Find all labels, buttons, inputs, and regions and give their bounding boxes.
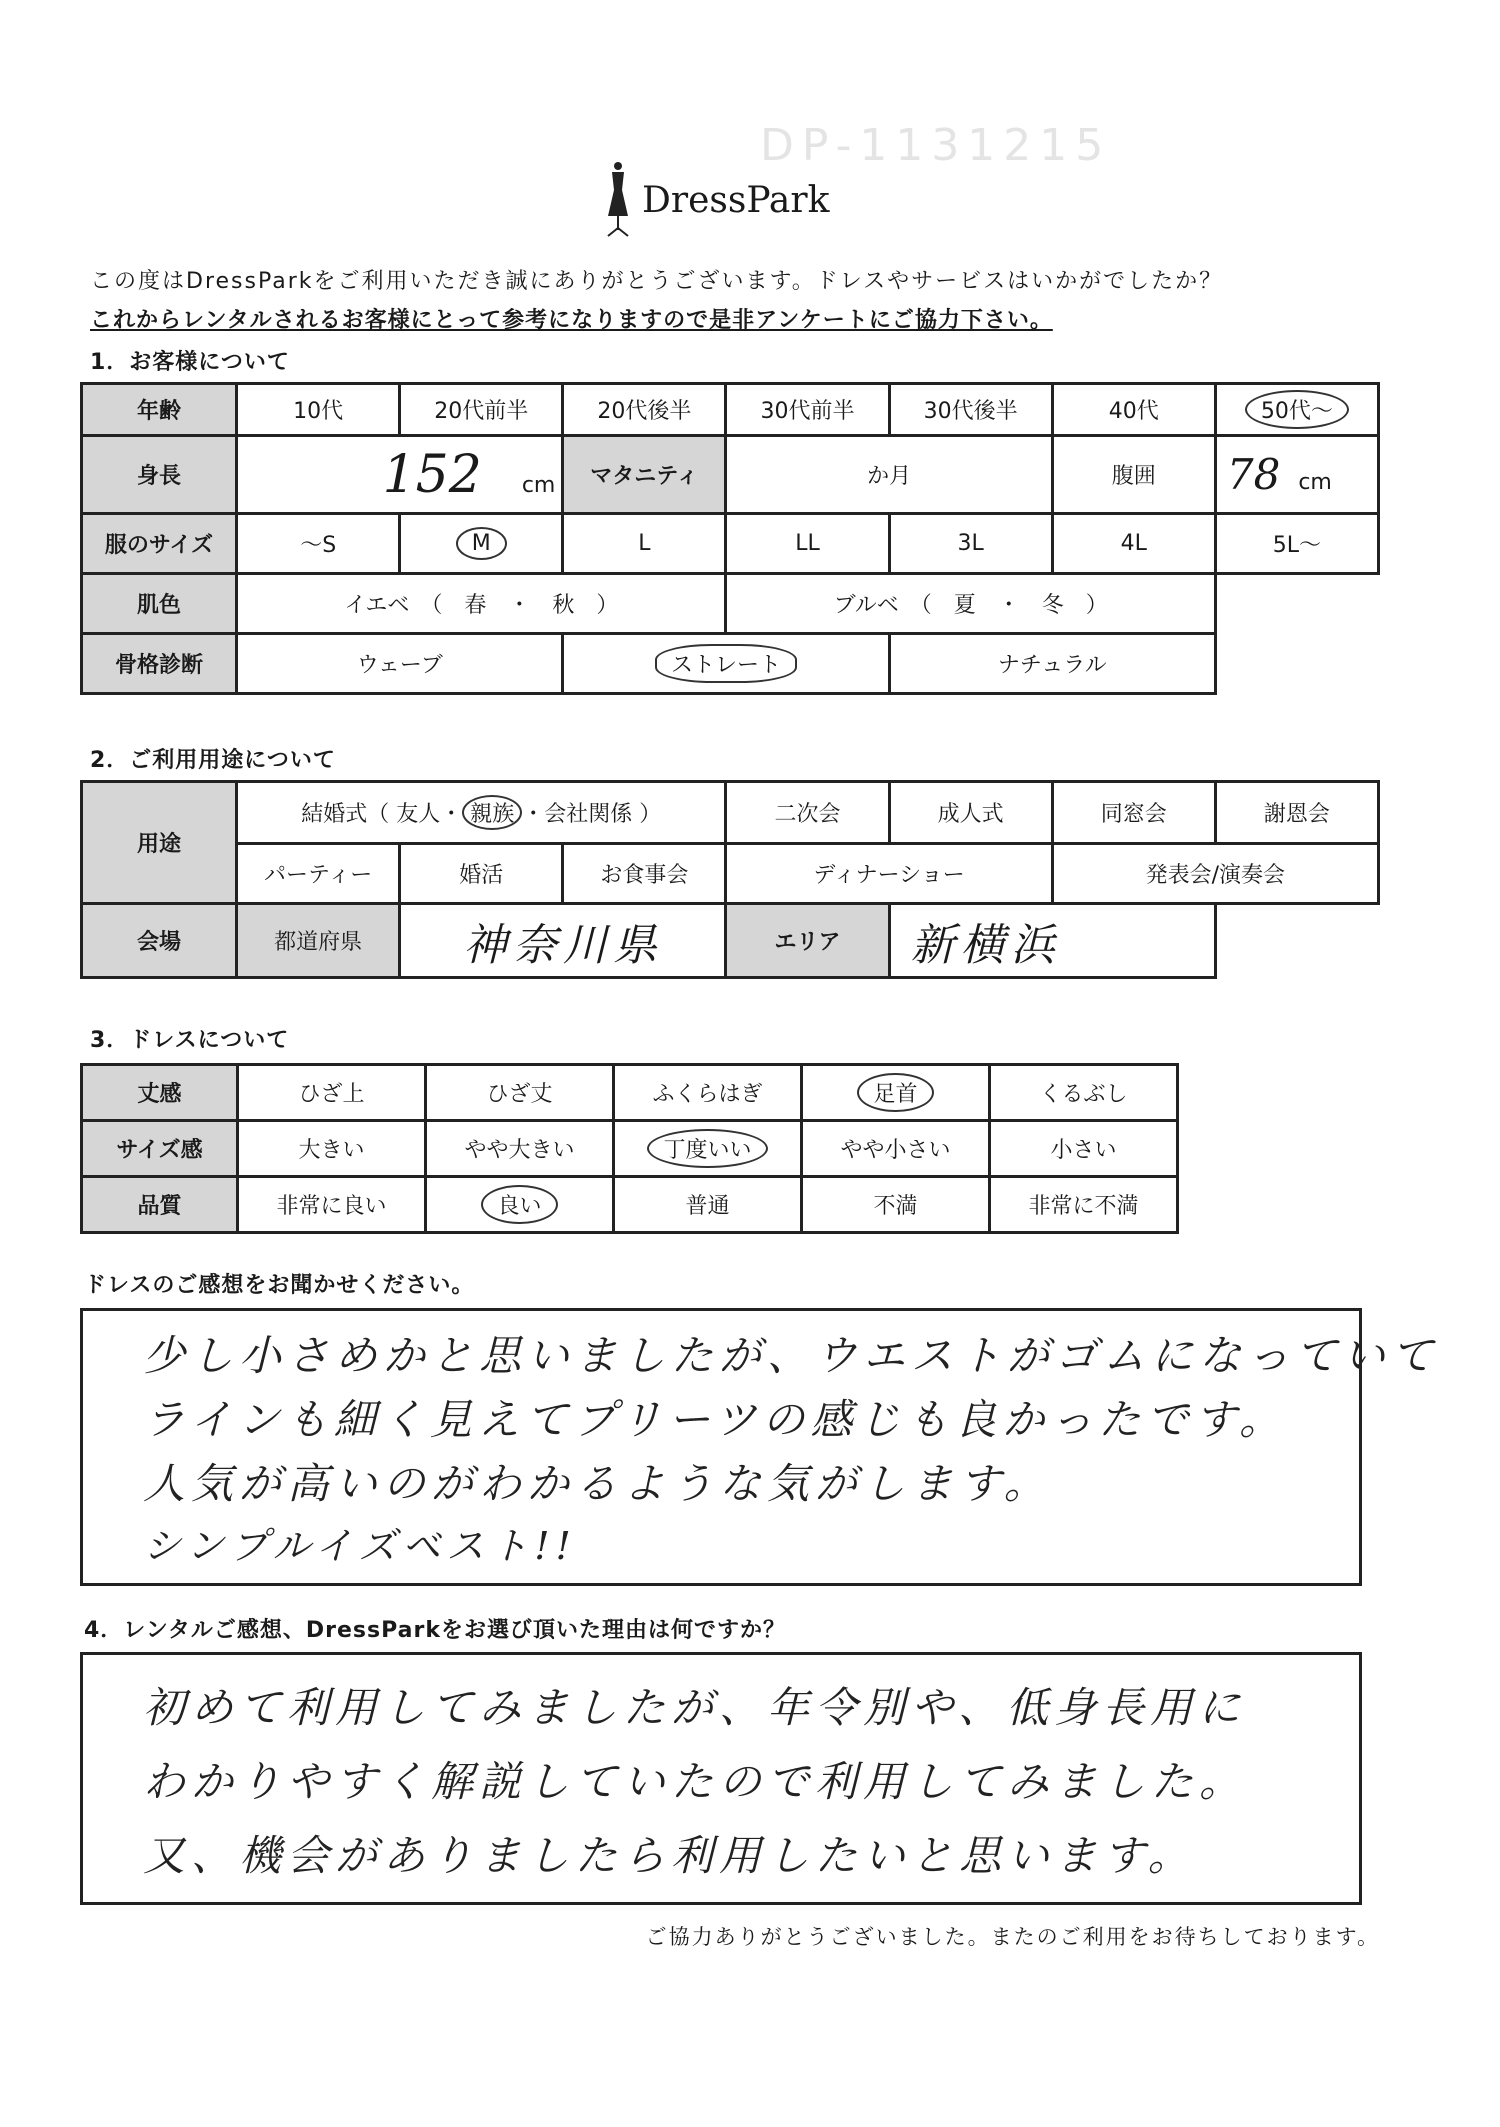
length-option[interactable]: ふくらはぎ [614, 1065, 802, 1121]
size-option[interactable]: 3L [889, 514, 1052, 574]
skin-option-yellow[interactable]: イエベ （ 春 ・ 秋 ） [237, 574, 726, 634]
area-label: エリア [726, 904, 889, 978]
size-option[interactable]: 4L [1052, 514, 1215, 574]
purpose-option[interactable]: 発表会/演奏会 [1052, 844, 1378, 904]
quality-option[interactable]: 普通 [614, 1177, 802, 1233]
fit-option[interactable]: 大きい [238, 1121, 426, 1177]
size-option-selected[interactable] [400, 514, 563, 574]
age-option[interactable]: 20代前半 [400, 384, 563, 436]
length-option-selected[interactable] [802, 1065, 990, 1121]
skeleton-row [82, 634, 1379, 694]
empty-cell [1215, 574, 1378, 634]
selection-circle: 良い [481, 1185, 557, 1224]
maternity-unit: か月 [867, 464, 912, 489]
age-label: 年齢 [82, 384, 237, 436]
quality-option[interactable]: 非常に良い [238, 1177, 426, 1233]
purpose-option[interactable]: お食事会 [563, 844, 726, 904]
empty-cell [1215, 904, 1378, 978]
impression-line: 人気が高いのがわかるような気がします。 [143, 1459, 1052, 1508]
selection-circle: 丁度いい [647, 1129, 767, 1168]
size-option[interactable]: 〜S [237, 514, 400, 574]
height-row [82, 436, 1379, 514]
reason-line: 又、機会がありましたら利用したいと思います。 [143, 1831, 1196, 1880]
intro-text: この度はDressParkをご利用いただき誠にありがとうございます。ドレスやサービスはいかがでしたか？ [90, 269, 1224, 294]
purpose-option[interactable]: 二次会 [726, 782, 889, 844]
prefecture-value: 神奈川県 [462, 919, 663, 971]
age-row [82, 384, 1379, 436]
skin-label: 肌色 [82, 574, 237, 634]
waist-value: 78 [1226, 450, 1281, 499]
maternity-field[interactable] [726, 436, 1052, 514]
purpose-label: 用途 [82, 782, 237, 904]
fit-option[interactable]: やや小さい [802, 1121, 990, 1177]
purpose-option[interactable]: 婚活 [400, 844, 563, 904]
age-option[interactable]: 20代後半 [563, 384, 726, 436]
skin-row [82, 574, 1379, 634]
waist-unit: cm [1298, 470, 1332, 495]
purpose-option[interactable]: ディナーショー [726, 844, 1052, 904]
age-option[interactable]: 30代前半 [726, 384, 889, 436]
fit-option[interactable]: 小さい [990, 1121, 1178, 1177]
skin-option-blue[interactable]: ブルベ （ 夏 ・ 冬 ） [726, 574, 1215, 634]
purpose-option[interactable]: 同窓会 [1052, 782, 1215, 844]
fit-label: サイズ感 [82, 1121, 238, 1177]
waist-label: 腹囲 [1052, 436, 1215, 514]
prefecture-field[interactable] [400, 904, 726, 978]
length-label: 丈感 [82, 1065, 238, 1121]
selection-circle: 50代〜 [1245, 390, 1349, 429]
fit-option[interactable]: やや大きい [426, 1121, 614, 1177]
quality-label: 品質 [82, 1177, 238, 1233]
maternity-label: マタニティ [563, 436, 726, 514]
quality-option[interactable]: 不満 [802, 1177, 990, 1233]
quality-row [82, 1177, 1178, 1233]
impression-title: ドレスのご感想をお聞かせください。 [84, 1273, 475, 1298]
empty-cell [1215, 634, 1378, 694]
height-label: 身長 [82, 436, 237, 514]
section1-title: 1．お客様について [90, 350, 290, 375]
length-row [82, 1065, 1178, 1121]
section4-title: 4．レンタルご感想、DressParkをお選び頂いた理由は何ですか？ [84, 1618, 786, 1643]
height-field[interactable] [237, 436, 563, 514]
length-option[interactable]: くるぶし [990, 1065, 1178, 1121]
impression-line: 少し小さめかと思いましたが、ウエストがゴムになっていて [143, 1331, 1440, 1380]
intro-request-text: これからレンタルされるお客様にとって参考になりますので是非アンケートにご協力下さい。 [90, 308, 1053, 333]
skeleton-label: 骨格診断 [82, 634, 237, 694]
size-label: 服のサイズ [82, 514, 237, 574]
wedding-text: 結婚式（ 友人・ 親族 ・会社関係 ） [301, 802, 661, 827]
fit-row [82, 1121, 1178, 1177]
size-row [82, 514, 1379, 574]
age-option[interactable]: 10代 [237, 384, 400, 436]
customer-table [80, 382, 1380, 695]
quality-option-selected[interactable] [426, 1177, 614, 1233]
reason-line: 初めて利用してみましたが、年令別や、低身長用に [143, 1683, 1247, 1732]
section2-title: 2．ご利用用途について [90, 748, 336, 773]
section3-title: 3．ドレスについて [90, 1028, 290, 1053]
faint-reference-mark: DP-1131215 [760, 120, 1112, 171]
prefecture-label: 都道府県 [237, 904, 400, 978]
venue-label: 会場 [82, 904, 237, 978]
impression-line: シンプルイズベスト!! [143, 1524, 577, 1568]
logo [600, 160, 860, 240]
area-field[interactable] [889, 904, 1215, 978]
skeleton-option[interactable]: ナチュラル [889, 634, 1215, 694]
quality-option[interactable]: 非常に不満 [990, 1177, 1178, 1233]
selection-circle: 親族 [462, 795, 522, 830]
dress-table [80, 1063, 1179, 1234]
skeleton-option-selected[interactable] [563, 634, 889, 694]
length-option[interactable]: ひざ上 [238, 1065, 426, 1121]
usage-table [80, 780, 1380, 979]
selection-circle: ストレート [655, 644, 797, 683]
height-value: 152 [382, 444, 482, 505]
size-option[interactable]: 5L〜 [1215, 514, 1378, 574]
selection-circle: M [456, 527, 507, 560]
reason-box[interactable] [80, 1652, 1362, 1905]
fit-option-selected[interactable] [614, 1121, 802, 1177]
size-option[interactable]: L [563, 514, 726, 574]
purpose-option[interactable]: パーティー [237, 844, 400, 904]
skeleton-option[interactable]: ウェーブ [237, 634, 563, 694]
age-option[interactable]: 40代 [1052, 384, 1215, 436]
selection-circle: 足首 [857, 1073, 933, 1112]
area-value: 新横浜 [910, 919, 1061, 971]
purpose-option-wedding[interactable] [237, 782, 726, 844]
impression-line: ラインも細く見えてプリーツの感じも良かったです。 [143, 1395, 1288, 1444]
age-option-selected[interactable] [1215, 384, 1378, 436]
height-unit: cm [521, 472, 556, 498]
waist-field[interactable] [1215, 436, 1378, 514]
impression-box[interactable] [80, 1308, 1440, 1586]
purpose-option[interactable]: 成人式 [889, 782, 1052, 844]
purpose-option[interactable]: 謝恩会 [1215, 782, 1378, 844]
logo-text: DressPark [642, 179, 830, 221]
length-option[interactable]: ひざ丈 [426, 1065, 614, 1121]
dress-form-icon [600, 160, 636, 240]
footer-thanks: ご協力ありがとうございました。またのご利用をお待ちしております。 [645, 1925, 1380, 1949]
size-option[interactable]: LL [726, 514, 889, 574]
reason-line: わかりやすく解説していたので利用してみました。 [143, 1757, 1248, 1806]
age-option[interactable]: 30代後半 [889, 384, 1052, 436]
